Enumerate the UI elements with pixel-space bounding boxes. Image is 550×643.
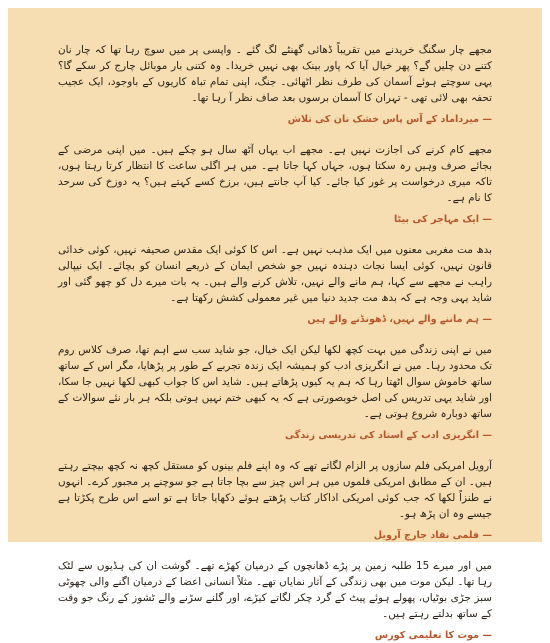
attribution: — ہم ماننے والے نہیں، ڈھونڈنے والے ہیں — [307, 314, 492, 325]
attribution: — انگریزی ادب کے استاد کی تدریسی زندگی — [285, 430, 492, 441]
entry — [58, 342, 492, 443]
attribution: — فلمی نقاد جارج آرویل — [373, 530, 492, 541]
entry — [58, 242, 492, 327]
quote-text: آرویل امریکی فلم سازوں پر الزام لگاتے تھے کہ وہ اپنے فلم بینوں کو مستقل کچھ نہ کچھ بیچتے رہتے ہیں۔ ان کے مطابق امریکی فلموں میں ہر اس چیز سے بچا جاتا ہے جو سوچنے پر مجبور کرے۔ انہوں نے طنزاً لکھا کہ جب کوئی امریکی اداکار کتاب پڑھتے ہوئے دکھایا جاتا ہے تو اسے اس طرح پکڑتا ہے جیسے وہ ان پڑھ ہو۔ — [58, 460, 492, 520]
entry — [58, 42, 492, 127]
entry — [58, 142, 492, 227]
quote-text: مجھے کام کرنے کی اجازت نہیں ہے۔ مجھے اب یہاں آٹھ سال ہو چکے ہیں۔ میں اپنی مرضی کے بجائے صرف وہیں رہ سکتا ہوں، جہاں کہا جاتا ہے۔ میں ہر اگلی ساعت کا انتظار کرتا رہتا ہوں، تاکہ میری درخواست پر غور کیا جائے۔ کیا آپ جانتے ہیں، برزخ کسے کہتے ہیں؟ یہ دوزخ کی سرحد کا نام ہے۔ — [58, 144, 492, 204]
quote-text: بدھ مت مغربی معنوں میں ایک مذہب نہیں ہے۔ اس کا کوئی ایک مقدس صحیفہ نہیں، کوئی خدائی قانون نہیں، کوئی ایسا نجات دہندہ نہیں جو شخص ایمان کے ذریعے انسان کو بچائے۔ ایک نیپالی راہب نے مجھے سے کہا، ہم مانے والے نہیں، تلاش کرنے والے ہیں۔ یہ بات میرے دل کو چھو گئی اور شاید یہی وجہ ہے کہ بدھ مت جدید دنیا میں غیر معمولی کشش رکھتا ہے۔ — [58, 244, 492, 304]
attribution: — موت کا تعلیمی کورس — [374, 630, 492, 641]
attribution: — ایک مہاجر کی بیٹا — [393, 214, 492, 225]
quote-text: میں اور میرے 15 طلبہ زمین پر پڑے ڈھانچوں کے درمیان کھڑے تھے۔ گوشت ان کی ہڈیوں سے لٹک رہا تھا۔ لیکن موت میں بھی زندگی کے آثار نمایاں تھے۔ مثلاً انسانی اعضا کے درمیان اگنے والی چھوٹی سبز جڑی بوٹیاں، پھولے ہوئے پیٹ کے گرد چکر لگاتے کیڑے، اور گلنے سڑنے والے ٹشوز کے رنگ جو وقت کے ساتھ بدلتے رہتے ہیں۔ — [58, 560, 492, 620]
entry — [58, 458, 492, 543]
entry — [58, 558, 492, 643]
attribution: — میرداماد کے آس پاس خشک نان کی تلاش — [287, 114, 492, 125]
document-page — [8, 8, 542, 641]
quote-text: میں نے اپنی زندگی میں بہت کچھ لکھا لیکن ایک خیال، جو شاید سب سے اہم تھا، صرف کلاس روم تک محدود رہا۔ میں نے انگریزی ادب کو ہمیشہ ایک زندہ تجربے کے طور پر پڑھایا، مگر اس کے ساتھ ساتھ خاموش سوال اٹھتا رہا کہ ہم یہ کیوں پڑھاتے ہیں۔ شاید اس کا جواب کبھی لکھا نہیں جا سکا، اور شاید یہی تدریس کی اصل خوبصورتی ہے کہ یہ کبھی ختم نہیں ہوتی بلکہ ہر بار نئے سوالات کے ساتھ دوبارہ شروع ہوتی ہے۔ — [58, 344, 492, 420]
quote-text: مجھے چار سگنگ خریدنے میں تقریباً ڈھائی گھنٹے لگ گئے ۔ واپسی پر میں سوچ رہا تھا کہ چار نان کتنے دن چلیں گے؟ پھر خیال آیا کہ پاور بینک بھی نہیں خریدا۔ وہ کتنی بار موبائل چارج کر سکے گا؟ یہی سوچتے ہوئے آسمان کی طرف نظر اٹھائی۔ جنگ، اپنی تمام تباہ کاریوں کے باوجود، ایک عجیب تحفہ بھی لائی تھی - تہران کا آسمان برسوں بعد صاف نظر آ رہا تھا۔ — [58, 44, 492, 104]
